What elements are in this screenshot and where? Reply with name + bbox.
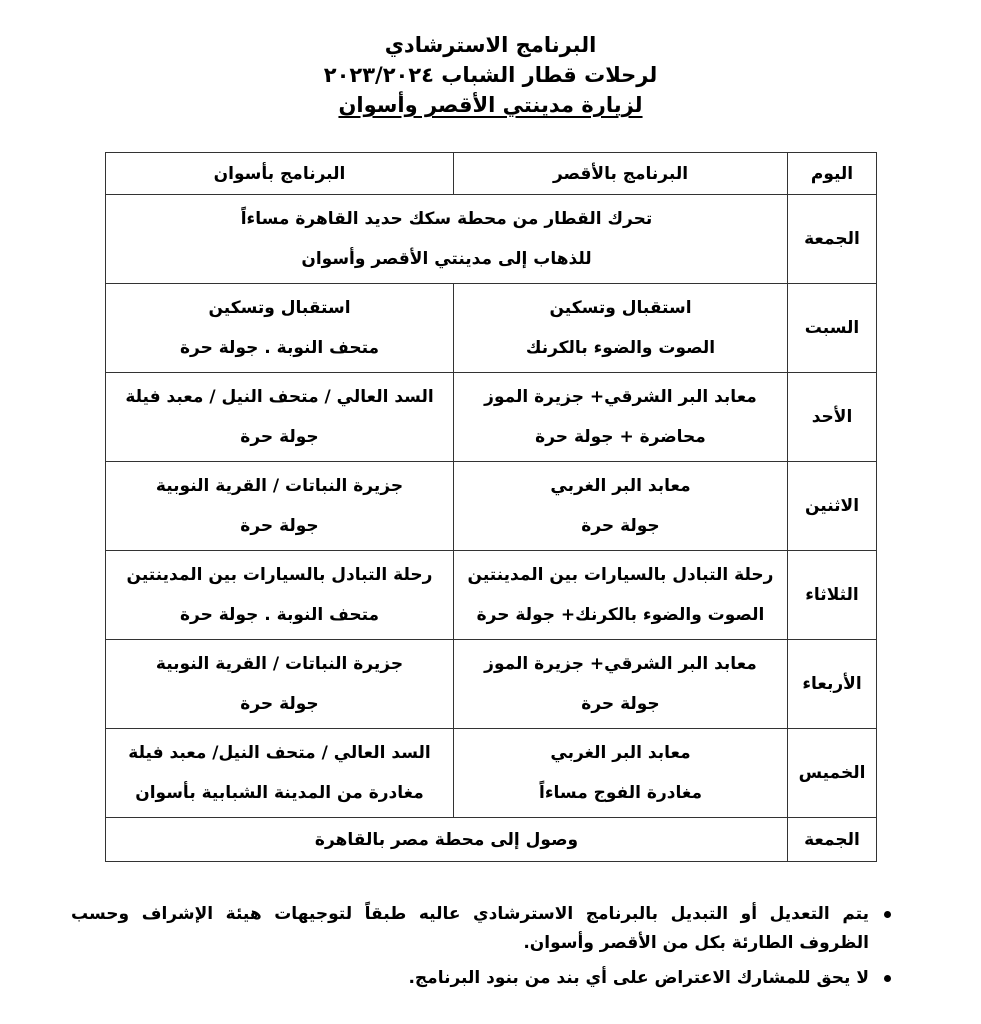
luxor-cell: [454, 373, 788, 462]
luxor-line-1: استقبال وتسكين: [549, 298, 692, 318]
luxor-cell: [454, 729, 788, 818]
bullet-icon: [884, 911, 891, 918]
header-aswan: البرنامج بأسوان: [106, 153, 454, 195]
schedule-table: [105, 152, 877, 862]
aswan-cell: [106, 373, 454, 462]
luxor-line-2: مغادرة الفوج مساءاً: [539, 783, 702, 803]
luxor-line-2: جولة حرة: [581, 694, 660, 714]
luxor-line-2: محاضرة + جولة حرة: [535, 427, 706, 447]
aswan-line-1: السد العالي / متحف النيل / معبد فيلة: [125, 387, 434, 407]
luxor-line-1: معابد البر الشرقي+ جزيرة الموز: [484, 654, 757, 674]
luxor-line-2: الصوت والضوء بالكرنك: [525, 338, 716, 358]
table-row: [106, 729, 877, 818]
table-row: [106, 818, 877, 862]
note-text: لا يحق للمشارك الاعتراض على أي بند من بنود البرنامج.: [408, 968, 869, 988]
notes-list: [71, 900, 891, 999]
bullet-icon: [884, 975, 891, 982]
day-cell: الثلاثاء: [788, 551, 877, 640]
aswan-cell: [106, 640, 454, 729]
aswan-line-1: جزيرة النباتات / القرية النوبية: [155, 476, 404, 496]
day-cell: السبت: [788, 284, 877, 373]
aswan-line-2: مغادرة من المدينة الشبابية بأسوان: [135, 783, 424, 803]
table-row: [106, 640, 877, 729]
merged-line-1: تحرك القطار من محطة سكك حديد القاهرة مساءاً: [240, 209, 653, 229]
luxor-line-1: معابد البر الغربي: [550, 476, 691, 496]
note-item: [71, 900, 891, 958]
note-text: يتم التعديل أو التبديل بالبرنامج الاسترشادي عاليه طبقاً لتوجيهات هيئة الإشراف وحسب الظروف الطارئة بكل من الأقصر وأسوان.: [71, 904, 869, 953]
luxor-line-1: رحلة التبادل بالسيارات بين المدينتين: [467, 565, 774, 585]
day-cell: الأحد: [788, 373, 877, 462]
aswan-line-2: جولة حرة: [240, 694, 319, 714]
aswan-cell: [106, 462, 454, 551]
aswan-line-2: متحف النوبة . جولة حرة: [179, 605, 380, 625]
luxor-cell: [454, 284, 788, 373]
aswan-line-2: متحف النوبة . جولة حرة: [179, 338, 380, 358]
aswan-cell: [106, 284, 454, 373]
aswan-cell: [106, 551, 454, 640]
header-subtitle: لرحلات قطار الشباب ٢٠٢٣/٢٠٢٤: [323, 63, 658, 87]
header-destination: [0, 90, 981, 120]
table-row: [106, 373, 877, 462]
aswan-line-1: استقبال وتسكين: [208, 298, 351, 318]
header-day: اليوم: [788, 153, 877, 195]
table-row: [106, 551, 877, 640]
note-item: [71, 964, 891, 993]
aswan-line-2: جولة حرة: [240, 516, 319, 536]
header-luxor: البرنامج بالأقصر: [454, 153, 788, 195]
table-header-row: [106, 153, 877, 195]
luxor-line-1: معابد البر الشرقي+ جزيرة الموز: [484, 387, 757, 407]
day-cell: الاثنين: [788, 462, 877, 551]
day-cell: الجمعة: [788, 818, 877, 862]
luxor-line-1: معابد البر الغربي: [550, 743, 691, 763]
table-row: [106, 462, 877, 551]
day-cell: الأربعاء: [788, 640, 877, 729]
luxor-cell: [454, 462, 788, 551]
merged-cell: [106, 818, 788, 862]
day-cell: الخميس: [788, 729, 877, 818]
merged-cell: [106, 195, 788, 284]
aswan-line-1: جزيرة النباتات / القرية النوبية: [155, 654, 404, 674]
luxor-cell: [454, 640, 788, 729]
header-destination-text: لزيارة مدينتي الأقصر وأسوان: [338, 93, 643, 117]
aswan-line-1: السد العالي / متحف النيل/ معبد فيلة: [128, 743, 431, 763]
aswan-line-1: رحلة التبادل بالسيارات بين المدينتين: [126, 565, 433, 585]
aswan-line-2: جولة حرة: [240, 427, 319, 447]
document-header: [0, 30, 981, 120]
luxor-line-2: جولة حرة: [581, 516, 660, 536]
luxor-line-2: الصوت والضوء بالكرنك+ جولة حرة: [476, 605, 765, 625]
luxor-cell: [454, 551, 788, 640]
aswan-cell: [106, 729, 454, 818]
merged-line-2: للذهاب إلى مدينتي الأقصر وأسوان: [301, 249, 592, 269]
header-title: البرنامج الاسترشادي: [384, 33, 597, 57]
day-cell: الجمعة: [788, 195, 877, 284]
table-row: [106, 195, 877, 284]
merged-line-1: وصول إلى محطة مصر بالقاهرة: [314, 829, 579, 850]
table-row: [106, 284, 877, 373]
